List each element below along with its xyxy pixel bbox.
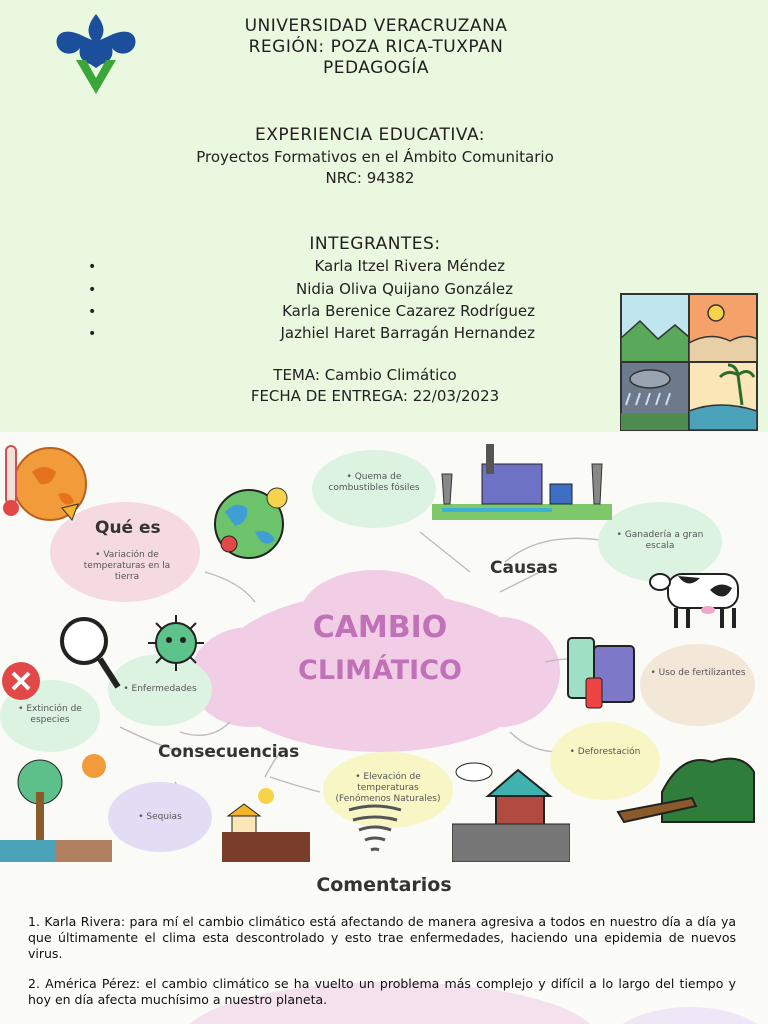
- course-name: Proyectos Formativos en el Ámbito Comunitario: [196, 148, 554, 166]
- causa-item-4: • Deforestación: [569, 747, 641, 757]
- topic: TEMA: Cambio Climático: [273, 366, 457, 384]
- close-icon: [0, 660, 42, 702]
- hot-earth-icon: [0, 432, 95, 527]
- university-name: UNIVERSIDAD VERACRUZANA: [244, 16, 508, 36]
- comments-section: [0, 862, 768, 1024]
- que-es-item: • Variación de temperaturas en la tierra: [83, 550, 171, 582]
- deforestation-icon: [612, 752, 757, 830]
- flooded-house-icon: [452, 760, 570, 862]
- cons-item-3: • Sequias: [138, 812, 182, 822]
- causa-bubble-3: [640, 644, 755, 726]
- causa-item-2: • Ganadería a gran escala: [616, 530, 704, 551]
- center-title-line2: CLIMÁTICO: [298, 655, 462, 686]
- member-item: • Karla Itzel Rivera Méndez: [88, 257, 505, 275]
- que-es-label: Qué es: [95, 518, 161, 538]
- course-heading: EXPERIENCIA EDUCATIVA:: [254, 125, 486, 145]
- magnifier-icon: [56, 615, 122, 691]
- nrc: NRC: 94382: [325, 169, 415, 187]
- members-heading: INTEGRANTES:: [309, 234, 441, 254]
- cons-item-2: • Extinción de especies: [18, 704, 82, 725]
- drought-tree-icon: [0, 752, 112, 862]
- causa-item-3: • Uso de fertilizantes: [650, 668, 746, 678]
- comment-2: 2. América Pérez: el cambio climático se ha vuelto un problema más complejo y difícil a lo largo del tiempo y hoy en día afecta muchísimo a nuestro planeta.: [28, 976, 736, 1007]
- due-date: FECHA DE ENTREGA: 22/03/2023: [250, 387, 500, 405]
- cons-item-4: • Elevación de temperaturas (Fenómenos Naturales): [335, 772, 441, 804]
- comments-title: Comentarios: [316, 874, 452, 896]
- cow-icon: [648, 560, 756, 634]
- center-title-line1: CAMBIO: [312, 610, 448, 645]
- decor-cloud: [600, 1007, 768, 1024]
- causa-item-1: • Quema de combustibles fósiles: [328, 472, 420, 493]
- virus-icon: [145, 612, 207, 674]
- climate-panels-icon: [620, 293, 758, 431]
- causas-label: Causas: [490, 558, 558, 578]
- member-item: • Jazhiel Haret Barragán Hernandez: [88, 324, 535, 342]
- consecuencias-label: Consecuencias: [158, 742, 300, 762]
- member-item: • Nidia Oliva Quijano González: [88, 280, 513, 298]
- member-item: • Karla Berenice Cazarez Rodríguez: [88, 302, 535, 320]
- comment-1: 1. Karla Rivera: para mí el cambio climático está afectando de manera agresiva a todos en nuestro día a día ya que últimamente el clima esta descontrolado y esto trae enfermedades, haciendo una epidemia de nuevos virus.: [28, 914, 736, 961]
- tornado-icon: [345, 802, 405, 862]
- fertilizer-icon: [566, 628, 638, 712]
- uv-logo: [52, 10, 140, 96]
- dry-house-icon: [222, 782, 310, 862]
- mind-map: [0, 432, 768, 862]
- melting-earth-icon: [205, 482, 297, 572]
- region-name: REGIÓN: POZA RICA-TUXPAN: [248, 37, 504, 57]
- factory-icon: [432, 434, 612, 524]
- program-name: PEDAGOGÍA: [323, 58, 429, 78]
- cons-item-1: • Enfermedades: [123, 684, 197, 694]
